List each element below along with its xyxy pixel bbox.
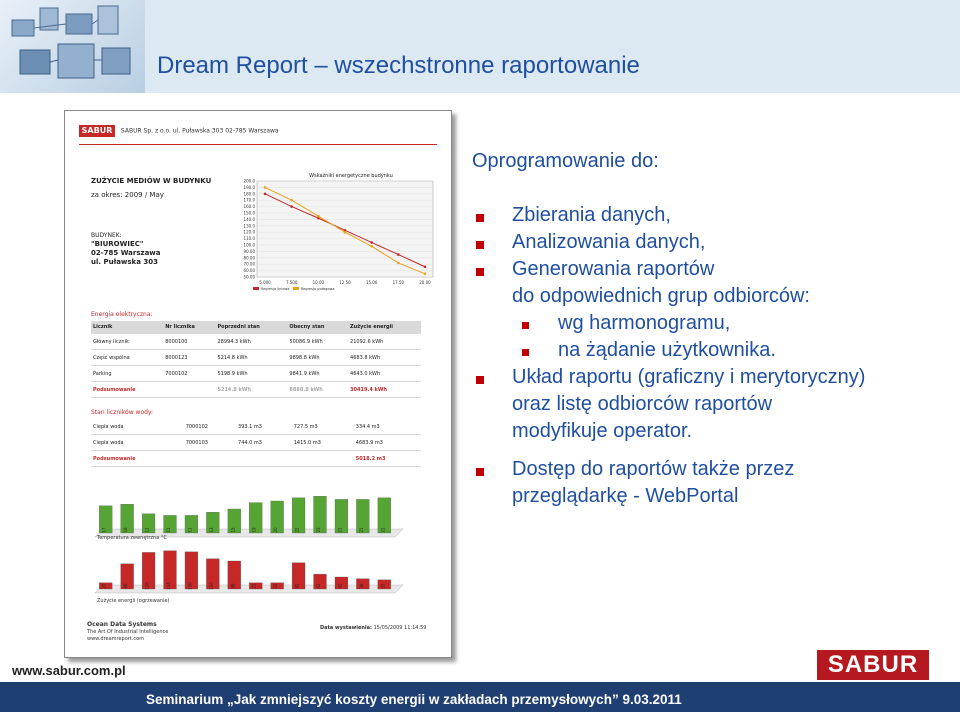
bar-value-label: 42 [337,583,343,589]
col-header: Obecny stan [287,321,348,334]
header-network-graphic [0,0,145,93]
bar-value-label: 21 [337,527,343,533]
report-title: ZUŻYCIE MEDIÓW W BUDYNKU [91,177,212,185]
date-label: Data wystawienia: [320,625,373,631]
sub-bullet-item: wg harmonogramu, [558,312,731,334]
bullet-item: Układ raportu (graficzny i merytoryczny) [512,366,866,388]
energy-indicator-chart [233,169,443,295]
bullet-item-cont: modyfikuje operator. [512,420,693,442]
energy-table [91,321,421,398]
table-cell: 30419.4 kWh [348,382,421,398]
building-label: BUDYNEK: [91,232,122,239]
y-tick-label: 200.0 [243,178,255,184]
energy-section-title: Energia elektryczna: [91,311,153,318]
bullet-item: Zbierania danych, [512,204,671,226]
report-address: SABUR Sp. z o.o. ul. Puławska 303 02-785 Warszawa [120,127,279,135]
table-cell: 5018.2 m3 [354,451,421,467]
legend-swatch-power [293,287,299,290]
bullet-icon [476,468,484,476]
y-tick-label: 100.0 [243,242,255,248]
bullet-item-cont: przeglądarkę - WebPortal [512,485,739,507]
bar-value-label: 18 [123,527,129,533]
table-cell: 9841.9 kWh [287,366,348,382]
footer-tagline: The Art Of Industrial Intelligence [87,629,169,635]
legend-linear: Regresja liniowa [261,287,290,291]
table-cell: 8000123 [163,350,215,366]
water-section-title: Stan liczników wody: [91,409,154,416]
y-tick-label: 120.0 [243,229,255,235]
bar-value-label: 19 [251,527,257,533]
table-cell: Ciepła woda [91,435,184,451]
bullet-icon [476,241,484,249]
report-preview [64,110,452,658]
bullet-icon [476,214,484,222]
table-cell: 393.1 m3 [236,419,292,435]
col-header: Nr licznika [163,321,215,334]
table-cell [292,451,354,467]
bullet-item: Dostęp do raportów także przez [512,458,795,480]
chart-title: Wskaźniki energetyczne budynku [309,173,393,179]
table-cell: 28994.3 kWh [215,334,287,350]
table-cell: Podsumowanie [91,451,184,467]
table-row [91,334,421,350]
bar-value-label: 23 [316,527,321,533]
y-tick-label: 80.00 [243,255,255,261]
series-point [397,262,400,265]
bar-value-label: 20 [273,527,279,533]
x-tick-label: 17.50 [392,280,405,285]
table-cell [236,451,292,467]
table-row [91,419,421,435]
table-cell: 4643.0 kWh [348,366,421,382]
bar-value-label: 11 [166,527,171,533]
x-tick-label: 7.500 [285,280,298,285]
table-cell: 4683.8 kWh [348,350,421,366]
water-table [91,419,421,467]
bar-value-label: 130 [187,582,193,590]
table-cell: Podsumowanie [91,382,163,398]
slide-title: Dream Report – wszechstronne raportowanie [157,52,640,79]
report-period: za okres: 2009 / May [91,191,164,199]
table-cell: 5214.8 kWh [215,382,287,398]
network-devices-icon [0,0,145,93]
series-point [290,205,293,208]
table-cell: 1415.0 m3 [292,435,354,451]
bar-value-label: 12 [144,527,150,533]
heating-energy-bar-chart [83,547,423,599]
y-tick-label: 140.0 [243,216,255,222]
bar-value-label: 22 [101,583,107,589]
x-tick-label: 12.50 [339,280,351,285]
footer-url[interactable]: www.sabur.com.pl [12,663,126,678]
bar-value-label: 134 [166,582,171,590]
table-cell: 5214.8 kWh [215,350,287,366]
bar-value-label: 11 [187,527,193,533]
y-tick-label: 70.00 [243,261,255,267]
date-value: 15/05/2009 11:14:59 [373,625,427,631]
table-header-row [91,321,421,334]
bar-value-label: 88 [123,583,129,589]
table-cell: 8888.8 kWh [287,382,348,398]
report-footer [87,621,168,643]
table-cell: 4683.9 m3 [354,435,421,451]
sub-bullet-icon [522,322,529,329]
series-point [290,199,293,202]
bar-value-label: 13 [208,527,214,533]
series-point [424,273,427,276]
temperature-legend: Temperatura zewnętrzna °C [97,535,167,541]
y-tick-label: 130.0 [243,223,255,229]
col-header: Licznik [91,321,163,334]
legend-swatch-linear [253,287,259,290]
col-header: Zużycie energii [348,321,421,334]
bullet-icon [476,376,484,384]
bullet-item-cont: do odpowiednich grup odbiorców: [512,285,810,307]
y-tick-label: 50.00 [243,274,255,280]
bar-value-label: 22 [294,527,300,533]
sub-bullet-item: na żądanie użytkownika. [558,339,776,361]
table-row [91,366,421,382]
table-cell: 727.5 m3 [292,419,354,435]
bar-value-label: 106 [208,582,214,590]
building-name: "BIUROWIEC" [91,240,144,248]
bullet-icon [476,268,484,276]
table-cell: 7000103 [184,435,236,451]
table-row [91,350,421,366]
bar-value-label: 15 [230,527,236,533]
table-cell: Parking [91,366,163,382]
bar-value-label: 32 [380,583,386,589]
table-cell: 9898.8 kWh [287,350,348,366]
report-logo: SABUR [79,125,115,137]
col-header: Poprzedni stan [215,321,287,334]
y-tick-label: 180.0 [243,191,255,197]
series-point [397,253,400,256]
table-cell: 7000102 [184,419,236,435]
legend-power: Regresja potegowa [301,287,335,291]
table-cell [163,382,215,398]
intro-text: Oprogramowanie do: [472,150,659,172]
building-city: 02-785 Warszawa [91,249,161,257]
series-point [370,241,373,244]
slide-header [0,0,960,93]
table-cell: 7000102 [163,366,215,382]
footer-web: www.dreamreport.com [87,636,145,642]
table-sum-row [91,451,421,467]
bar-value-label: 36 [358,583,364,589]
series-point [344,231,347,234]
x-tick-label: 20.00 [419,280,431,285]
bar-value-label: 98 [230,583,236,589]
building-street: ul. Puławska 303 [91,258,158,266]
table-cell: 744.0 m3 [236,435,292,451]
bullet-item: Generowania raportów [512,258,715,280]
y-tick-label: 90.00 [243,248,255,254]
table-cell: Ciepła woda [91,419,184,435]
footer-company: Ocean Data Systems [87,621,157,628]
bar-value-label: 128 [144,582,150,590]
series-point [317,215,320,218]
report-header-divider [79,144,437,145]
bar-value-label: 52 [316,583,321,589]
bar-value-label: 92 [294,583,300,589]
y-tick-label: 170.0 [243,197,255,203]
table-sum-row [91,382,421,398]
x-tick-label: 15.00 [365,280,378,285]
sabur-logo: SABUR [817,650,929,680]
y-tick-label: 160.0 [243,204,255,210]
table-cell [184,451,236,467]
x-tick-label: 10.00 [312,280,325,285]
y-tick-label: 190.0 [243,184,255,190]
series-point [370,245,373,248]
sub-bullet-icon [522,349,529,356]
table-cell: Główny licznik [91,334,163,350]
y-tick-label: 150.0 [243,210,255,216]
table-cell: 5198.9 kWh [215,366,287,382]
table-cell: 8000100 [163,334,215,350]
bullet-item: Analizowania danych, [512,231,706,253]
table-cell: Część wspólna [91,350,163,366]
x-tick-label: 5.000 [259,280,271,285]
table-cell: 334.4 m3 [354,419,421,435]
series-point [264,193,267,196]
table-row [91,435,421,451]
report-header [79,125,279,137]
bar-value-label: 21 [358,527,364,533]
bullet-item-cont: oraz listę odbiorców raportów [512,393,773,415]
bar-value-label: 17 [101,527,107,533]
report-building [91,232,161,267]
bar-value-label: 22 [273,583,279,589]
bar-value-label: 22 [380,527,386,533]
seminar-title: Seminarium „Jak zmniejszyć koszty energii w zakładach przemysłowych” 9.03.2011 [146,692,682,707]
series-point [424,265,427,268]
y-tick-label: 110.0 [243,236,255,242]
report-date [320,625,427,631]
series-point [264,186,267,189]
energy-legend: Zużycie energii (ogrzewanie) [97,598,170,604]
y-tick-label: 60.00 [243,268,255,274]
table-cell: 21092.6 kWh [348,334,421,350]
table-cell: 50086.9 kWh [287,334,348,350]
bar-value-label: 22 [251,583,257,589]
